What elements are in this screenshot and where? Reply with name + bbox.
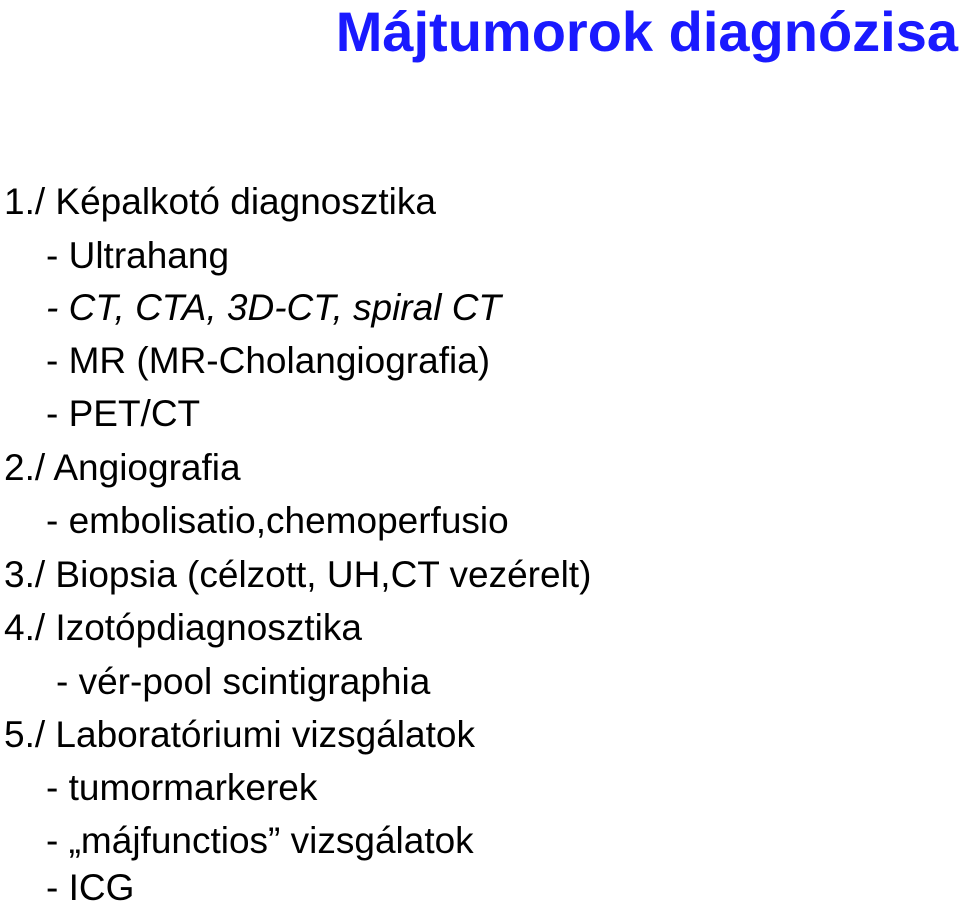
list-item-liver-function: - „májfunctios” vizsgálatok — [46, 820, 474, 861]
section-heading-laboratory: 5./ Laboratóriumi vizsgálatok — [4, 714, 475, 755]
list-item-mr: - MR (MR-Cholangiografia) — [46, 340, 491, 381]
section-heading-biopsy: 3./ Biopsia (célzott, UH,CT vezérelt) — [4, 554, 592, 595]
section-heading-angiography: 2./ Angiografia — [4, 447, 241, 488]
list-item-ultrasound: - Ultrahang — [46, 235, 230, 276]
slide-title: Májtumorok diagnózisa — [335, 0, 958, 63]
list-item-ct: - CT, CTA, 3D-CT, spiral CT — [46, 287, 502, 328]
list-item-pet-ct: - PET/CT — [46, 393, 201, 434]
section-heading-imaging: 1./ Képalkotó diagnosztika — [4, 181, 436, 222]
section-heading-isotope: 4./ Izotópdiagnosztika — [4, 607, 362, 648]
list-item-icg: - ICG — [46, 867, 135, 908]
list-item-embolisation: - embolisatio,chemoperfusio — [46, 500, 509, 541]
list-item-blood-pool: - vér-pool scintigraphia — [56, 661, 431, 702]
list-item-tumor-markers: - tumormarkerek — [46, 767, 318, 808]
